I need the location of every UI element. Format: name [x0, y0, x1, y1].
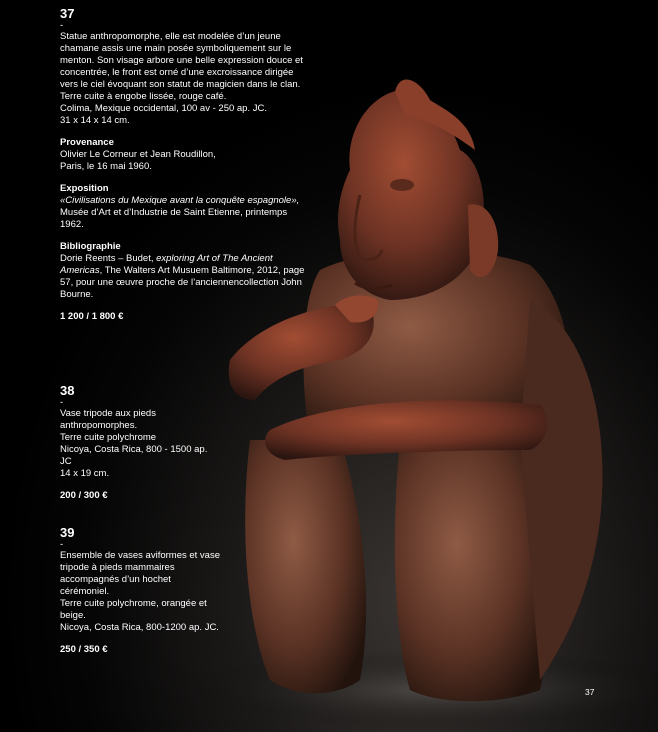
exposition-text [60, 195, 310, 231]
lot-origin: Colima, Mexique occidental, 100 av - 250 ap. JC. [60, 103, 267, 114]
lot-dash: - [60, 20, 64, 31]
lot-estimate: 1 200 / 1 800 € [60, 311, 124, 322]
lot-description: Statue anthropomorphe, elle est modelée d’un jeune chamane assis une main posée symboliquement sur le menton. Son visage arbore une belle expression douce et concentrée, le front est orné d’une excroissance dirigée vers le ciel évoquant son statut de magicien dans le clan. [60, 31, 303, 90]
lot-estimate: 250 / 350 € [60, 644, 108, 655]
lot-material: Terre cuite polychrome [60, 432, 157, 443]
exposition-title-italic: «Civilisations du Mexique avant la conquête espagnole», [60, 195, 300, 206]
bibliography-author: Dorie Reents – Budet, [60, 253, 157, 264]
lot-description: Vase tripode aux pieds anthropomorphes. [60, 408, 156, 431]
provenance-line-2: Paris, le 16 mai 1960. [60, 161, 152, 172]
lot-origin: Nicoya, Costa Rica, 800 - 1500 ap. JC [60, 444, 208, 467]
exposition-heading: Exposition [60, 183, 109, 194]
bibliography-heading: Bibliographie [60, 241, 121, 252]
lot-number: 39 [60, 525, 75, 540]
exposition-venue: Musée d’Art et d’Industrie de Saint Etienne, printemps 1962. [60, 207, 288, 230]
lot-estimate: 200 / 300 € [60, 490, 108, 501]
lot-description: Ensemble de vases aviformes et vase tripode à pieds mammaires accompagnés d’un hochet cérémoniel. [60, 550, 220, 597]
provenance-line-1: Olivier Le Corneur et Jean Roudillon, [60, 149, 216, 160]
lot-dash: - [60, 539, 64, 550]
page-number: 37 [585, 687, 595, 697]
lot-number: 38 [60, 383, 75, 398]
bibliography-book-title: exploring Art of The Ancient Americas [60, 253, 273, 276]
lot-39 [60, 525, 220, 656]
lot-material: Terre cuite polychrome, orangée et beige. [60, 598, 207, 621]
bibliography-details: , The Walters Art Musuem Baltimore, 2012, page 57, pour une œuvre proche de l’anciennencollection John Bourne. [60, 265, 305, 300]
lot-dimensions: 31 x 14 x 14 cm. [60, 115, 130, 126]
lot-37 [60, 6, 310, 323]
lot-dimensions: 14 x 19 cm. [60, 468, 110, 479]
bibliography-text [60, 253, 310, 301]
lot-dash: - [60, 397, 64, 408]
lot-material: Terre cuite à engobe lissée, rouge café. [60, 91, 227, 102]
provenance-heading: Provenance [60, 137, 114, 148]
lot-number: 37 [60, 6, 75, 21]
lot-38 [60, 383, 220, 502]
lot-origin: Nicoya, Costa Rica, 800-1200 ap. JC. [60, 622, 219, 633]
